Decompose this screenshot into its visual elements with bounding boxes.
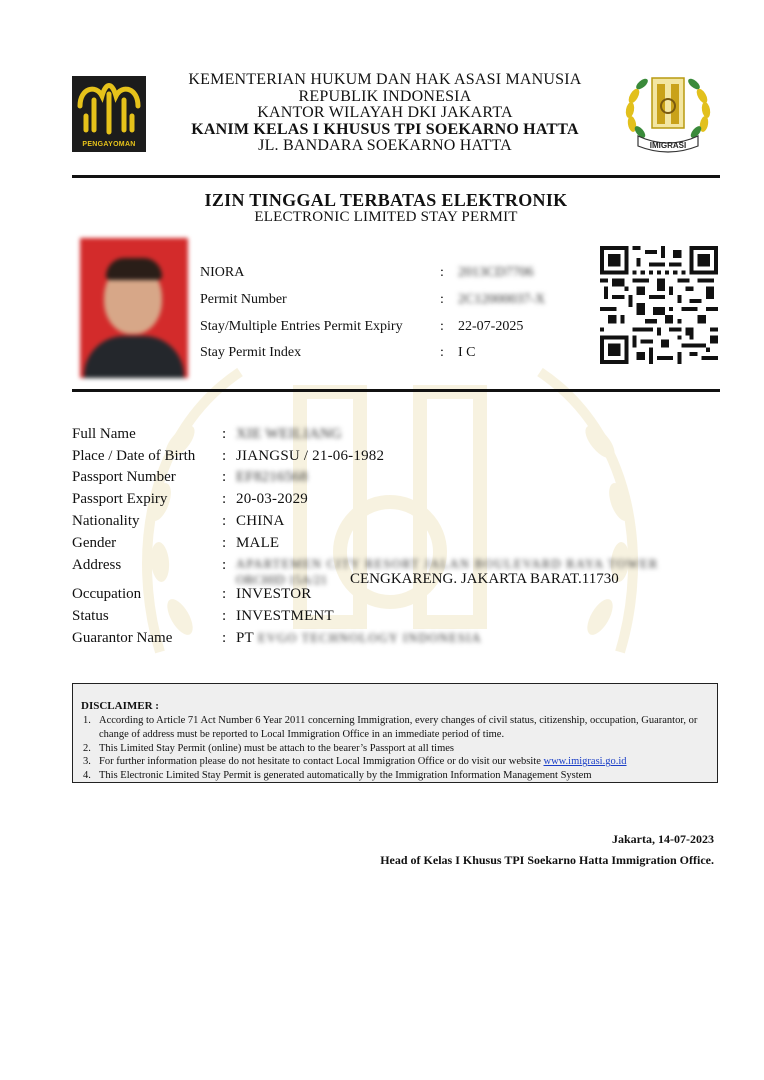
document-title: IZIN TINGGAL TERBATAS ELEKTRONIK <box>204 190 568 210</box>
disclaimer-item <box>81 714 711 742</box>
disclaimer-item-number: 2. <box>83 742 91 754</box>
permit-number-colon: : <box>440 292 444 307</box>
holder-photo <box>80 238 188 378</box>
permit-index-colon: : <box>440 345 444 360</box>
passport-expiry-label: Passport Expiry <box>72 491 168 507</box>
qr-code <box>600 246 718 364</box>
pengayoman-logo <box>72 76 146 152</box>
disclaimer-list <box>81 714 711 783</box>
nationality-value: CHINA <box>236 513 285 529</box>
passport-number-colon: : <box>222 469 227 485</box>
address-line2-value: CENGKARENG. JAKARTA BARAT.11730 <box>350 571 619 587</box>
permit-expiry-colon: : <box>440 319 444 334</box>
disclaimer-box <box>72 683 718 783</box>
issuing-officer: Head of Kelas I Khusus TPI Soekarno Hatta Immigration Office. <box>380 853 714 867</box>
passport-number-label: Passport Number <box>72 469 176 485</box>
niora-value: 2013CD7706 <box>458 265 534 280</box>
address-line1-value: APARTEMEN CITY RESORT JALAN BOULEVARD RAYA TOWER <box>236 557 659 571</box>
passport-number-value: EF8216568 <box>236 469 308 485</box>
disclaimer-item <box>81 769 711 783</box>
header-divider <box>72 175 720 178</box>
niora-label: NIORA <box>200 265 245 280</box>
disclaimer-item-text: This Limited Stay Permit (online) must be attach to the bearer’s Passport at all times <box>99 742 454 754</box>
nationality-label: Nationality <box>72 513 140 529</box>
disclaimer-title: DISCLAIMER : <box>81 700 159 712</box>
address-line2-blurred: ORCHID 15A/21 <box>236 573 328 587</box>
banyan-tree-icon <box>72 76 146 138</box>
disclaimer-item-number: 3. <box>83 756 91 768</box>
place-dob-value: JIANGSU / 21-06-1982 <box>236 448 385 464</box>
disclaimer-item <box>81 742 711 756</box>
guarantor-colon: : <box>222 630 227 646</box>
header-regional-office: KANTOR WILAYAH DKI JAKARTA <box>257 104 513 121</box>
permit-number-value: 2C12000037-X <box>458 292 546 307</box>
right-logo-caption: IMIGRASI <box>649 141 687 150</box>
status-label: Status <box>72 608 109 624</box>
disclaimer-item-number: 4. <box>83 770 91 782</box>
niora-colon: : <box>440 265 444 280</box>
header-office: KANIM KELAS I KHUSUS TPI SOEKARNO HATTA <box>191 120 579 138</box>
disclaimer-item-text: According to Article 71 Act Number 6 Year 2011 concerning Immigration, every changes of civil status, citizenship, occupation, Guarantor, or change of address must be reported to Local Immigration Office in an immediate period of time. <box>99 715 698 740</box>
permit-index-value: I C <box>458 345 476 360</box>
permit-expiry-label: Stay/Multiple Entries Permit Expiry <box>200 319 403 334</box>
header-country: REPUBLIK INDONESIA <box>298 87 472 105</box>
place-dob-colon: : <box>222 448 227 464</box>
status-value: INVESTMENT <box>236 608 334 624</box>
disclaimer-item-text: This Electronic Limited Stay Permit is generated automatically by the Immigration Information Management System <box>99 770 592 782</box>
imigrasi-logo <box>620 66 716 154</box>
full-name-colon: : <box>222 426 227 442</box>
header-address: JL. BANDARA SOEKARNO HATTA <box>258 137 512 154</box>
imigrasi-website-link[interactable]: www.imigrasi.go.id <box>543 756 627 768</box>
document-subtitle: ELECTRONIC LIMITED STAY PERMIT <box>254 209 518 225</box>
disclaimer-item-number: 1. <box>83 715 91 726</box>
guarantor-prefix: PT <box>236 630 254 646</box>
address-label: Address <box>72 557 122 573</box>
passport-expiry-colon: : <box>222 491 227 507</box>
address-colon: : <box>222 557 227 573</box>
info-divider <box>72 389 720 392</box>
nationality-colon: : <box>222 513 227 529</box>
permit-expiry-value: 22-07-2025 <box>458 319 524 334</box>
occupation-label: Occupation <box>72 586 142 602</box>
guarantor-label: Guarantor Name <box>72 630 173 646</box>
occupation-value: INVESTOR <box>236 586 312 602</box>
disclaimer-item <box>81 755 711 769</box>
permit-index-label: Stay Permit Index <box>200 345 302 360</box>
full-name-label: Full Name <box>72 426 136 442</box>
status-colon: : <box>222 608 227 624</box>
passport-expiry-value: 20-03-2029 <box>236 491 308 507</box>
disclaimer-item-text: For further information please do not hesitate to contact Local Immigration Office or do visit our website <box>99 756 544 768</box>
place-dob-label: Place / Date of Birth <box>72 448 196 464</box>
guarantor-value: EVGO TECHNOLOGY INDONESIA <box>258 631 482 645</box>
agency-header <box>160 72 610 155</box>
gender-value: MALE <box>236 535 280 551</box>
left-logo-caption: PENGAYOMAN <box>82 141 136 148</box>
full-name-value: XIE WEILIANG <box>236 426 342 442</box>
gender-label: Gender <box>72 535 117 551</box>
issue-place-date: Jakarta, 14-07-2023 <box>612 832 714 846</box>
header-ministry: KEMENTERIAN HUKUM DAN HAK ASASI MANUSIA <box>188 71 582 88</box>
occupation-colon: : <box>222 586 227 602</box>
gender-colon: : <box>222 535 227 551</box>
permit-number-label: Permit Number <box>200 292 287 307</box>
